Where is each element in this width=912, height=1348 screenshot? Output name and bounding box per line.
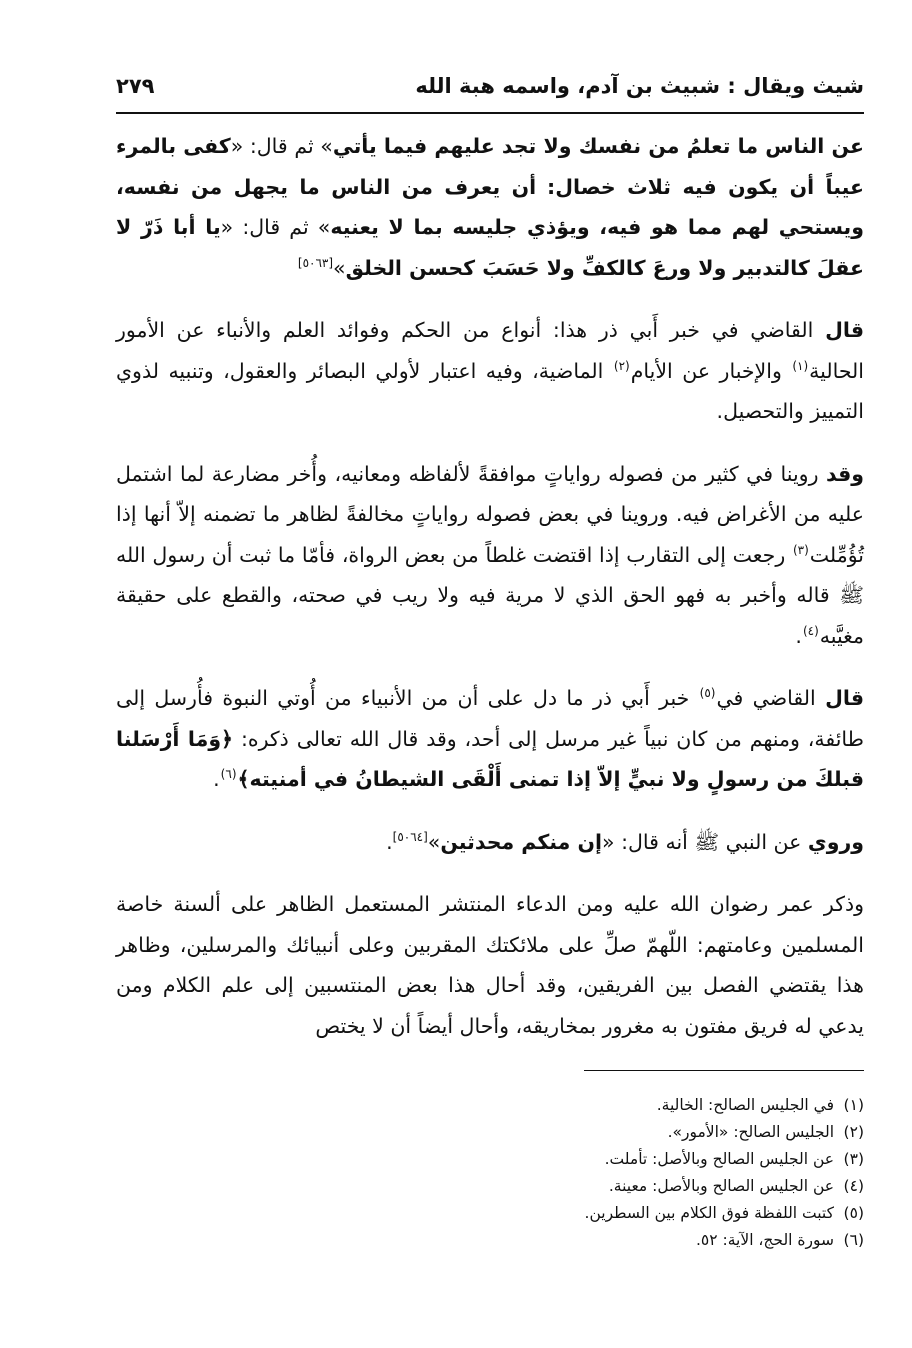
- paragraph-text: روينا في كثير من فصوله رواياتٍ موافقةً لألفاظه ومعانيه، وأُخر مضارعة لما اشتمل عليه من الأغراض فيه. وروينا في بعض فصوله رواياتٍ مخالفةً لظاهر ما تضمنه إلاّ أنها إذا تُؤُمِّلت: [116, 461, 864, 567]
- hadith-number: [٥٠٦٣]: [297, 255, 334, 270]
- quote-close: »: [427, 829, 441, 854]
- footnote-item: [300, 1200, 864, 1227]
- hadith-text: أن يعرف من الناس ما يجهل من نفسه، ويستحي لهم مما هو فيه، ويؤذي جليسه بما لا يعنيه: [116, 174, 864, 239]
- footnote-marker: (٤): [802, 623, 819, 638]
- paragraph-text: خبر أَبي ذر ما دل على أن من الأنبياء من أُوتي النبوة فأُرسل إلى طائفة، ومنهم من كان نبياً غير مرسل إلى أحد، وقد قال الله تعالى ذكره:: [116, 686, 864, 751]
- footnote-text: عن الجليس الصالح وبالأصل: معينة.: [608, 1177, 834, 1195]
- paragraph-6: [116, 884, 864, 1046]
- footnote-text: كتبت اللفظة فوق الكلام بين السطرين.: [584, 1204, 834, 1222]
- footnote-marker: (١): [792, 358, 809, 373]
- paragraph-text: .: [213, 767, 220, 791]
- paragraph-1: [116, 126, 864, 288]
- hadith-text: يا أبا ذَرّ لا عقلَ كالتدبير ولا ورعَ كالكفِّ ولا حَسَبَ كحسن الخلق: [116, 215, 864, 280]
- paragraph-text: .: [386, 829, 393, 854]
- running-title: شيث ويقال : شبيث بن آدم، واسمه هبة الله: [415, 74, 864, 98]
- footnote-number: (٤): [843, 1177, 864, 1195]
- page-number: ٢٧٩: [116, 74, 155, 98]
- paragraph-2: [116, 310, 864, 432]
- paragraph-text: القاضي في خبر أَبي ذر هذا: أنواع من الحكم وفوائد العلم والأنباء عن الأمور الحالية: [116, 318, 864, 383]
- space: [536, 175, 547, 199]
- running-header: [116, 64, 864, 114]
- quote-close: »: [333, 255, 346, 280]
- footnote-item: [300, 1227, 864, 1254]
- hadith-text: كفى بالمرء عيباً أن يكون فيه ثلاث خصال:: [116, 134, 864, 199]
- footnote-text: عن الجليس الصالح وبالأصل: تأملت.: [604, 1150, 834, 1168]
- footnote-marker: (٢): [613, 358, 630, 373]
- footnote-item: [300, 1146, 864, 1173]
- paragraph-3: [116, 454, 864, 657]
- footnote-marker: (٣): [792, 542, 809, 557]
- footnote-marker: (٦): [220, 767, 237, 782]
- quran-verse: ﴿وَمَا أَرْسَلنا قبلكَ من رسولٍ ولا نبيٍّ إلاّ إذا تمنى أَلْقَى الشيطانُ في أمنيته﴾: [116, 726, 864, 791]
- hadith-number: [٥٠٦٤]: [392, 829, 428, 844]
- paragraph-text: رجعت إلى التقارب إذا اقتضت غلطاً من بعض الرواة، فأمّا ما ثبت أن رسول الله ﷺ قاله وأخبر به فهو الحق الذي لا مرية فيه ولا ريب في صحته، والقطع على حقيقة مغيَّبه: [116, 542, 864, 648]
- footnote-number: (١): [843, 1096, 864, 1114]
- footnote-text: في الجليس الصالح: الخالية.: [656, 1096, 834, 1114]
- connector-text: » ثم قال: «: [220, 215, 331, 239]
- footnote-item: [300, 1173, 864, 1200]
- footnote-marker: (٥): [699, 686, 716, 701]
- paragraph-lead: قال: [825, 318, 864, 342]
- footnote-number: (٣): [843, 1150, 864, 1168]
- paragraph-text: .: [795, 623, 802, 648]
- footnote-number: (٥): [843, 1204, 864, 1222]
- footnote-divider: [584, 1070, 864, 1071]
- hadith-text: إن منكم محدثين: [440, 829, 603, 854]
- footnote-text: الجليس الصالح: «الأمور».: [667, 1123, 834, 1141]
- paragraph-lead: وقد: [825, 461, 864, 486]
- paragraph-text: وذكر عمر رضوان الله عليه ومن الدعاء المنتشر المستعمل الظاهر على ألسنة خاصة المسلمين وعامتهم: اللّهمّ صلِّ على ملائكتك المقربين وعلى أنبيائك والمرسلين، وظاهر هذا يقتضي الفصل بين الفريقين، وقد أحال هذا بعض المنتسبين إلى علم الكلام ومن يدعي له فريق مفتون به مغرور بمخاريقه، وأحال أيضاً أن لا يختص: [116, 892, 864, 1038]
- paragraph-text: عن النبي ﷺ أنه قال: «: [602, 829, 808, 854]
- paragraph-5: [116, 822, 864, 863]
- paragraph-lead: وروي: [807, 829, 864, 854]
- paragraph-text: الماضية، وفيه اعتبار لأولي البصائر والعقول، وتنبيه لذوي التمييز والتحصيل.: [116, 358, 864, 423]
- main-text: [116, 126, 864, 1068]
- connector-text: » ثم قال: «: [230, 134, 333, 158]
- paragraph-text: القاضي في: [716, 686, 826, 710]
- footnote-number: (٢): [843, 1123, 864, 1141]
- paragraph-lead: قال: [825, 686, 864, 710]
- footnote-item: [300, 1092, 864, 1119]
- footnote-text: سورة الحج، الآية: ٥٢.: [695, 1231, 834, 1249]
- paragraph-text: والإخبار عن الأيام: [630, 358, 792, 383]
- footnote-number: (٦): [843, 1231, 864, 1249]
- footnotes: [300, 1092, 864, 1254]
- footnote-item: [300, 1119, 864, 1146]
- hadith-text: عن الناس ما تعلمُ من نفسك ولا تجد عليهم فيما يأتي: [332, 134, 864, 158]
- paragraph-4: [116, 678, 864, 800]
